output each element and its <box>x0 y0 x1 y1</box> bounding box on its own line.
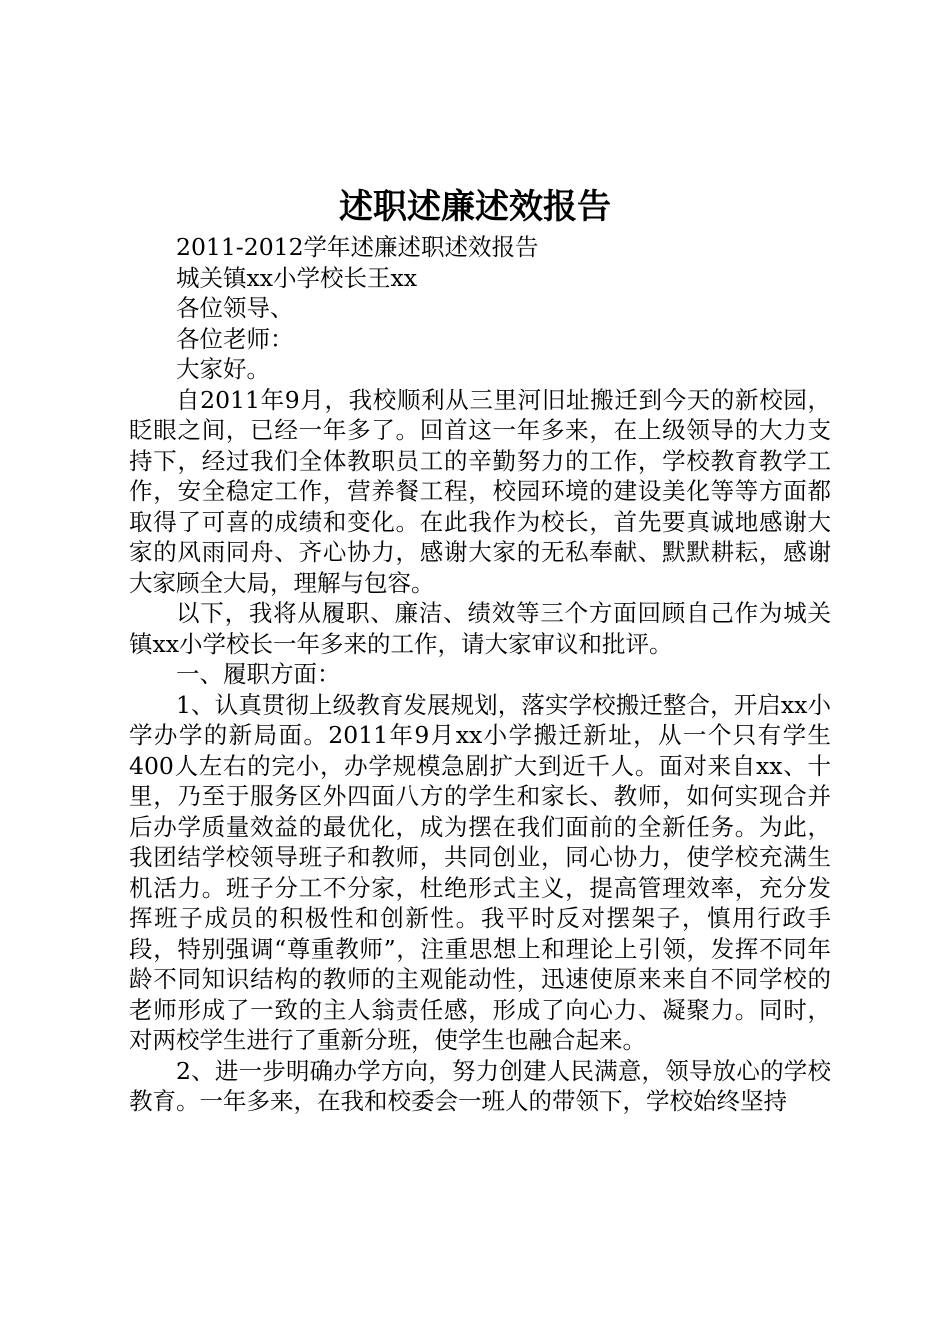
author-line: 城关镇xx小学校长王xx <box>176 263 418 292</box>
document-body <box>129 232 831 1117</box>
salutation-leaders: 各位领导、 <box>176 294 294 322</box>
paragraph-overview: 以下，我将从履职、廉洁、绩效等三个方面回顾自己作为城关镇xx小学校长一年多来的工作，请大家审议和批评。 <box>129 599 831 658</box>
greeting: 大家好。 <box>176 355 270 383</box>
paragraph-duty-1: 1、认真贯彻上级教育发展规划，落实学校搬迁整合，开启xx小学办学的新局面。2011年9月xx小学搬迁新址，从一个只有学生400人左右的完小，办学规模急剧扩大到近千人。面对来自xx、十里，乃至于服务区外四面八方的学生和家长、教师，如何实现合并后办学质量效益的最优化，成为摆在我们面前的全新任务。为此，我团结学校领导班子和教师，共同创业，同心协力，使学校充满生机活力。班子分工不分家，杜绝形式主义，提高管理效率，充分发挥班子成员的积极性和创新性。我平时反对摆架子，慎用行政手段，特别强调“尊重教师”，注重思想上和理论上引领，发挥不同年龄不同知识结构的教师的主观能动性，迅速使原来来自不同学校的老师形成了一致的主人翁责任感，形成了向心力、凝聚力。同时，对两校学生进行了重新分班，使学生也融合起来。 <box>129 690 831 1054</box>
document-title: 述职述廉述效报告 <box>339 187 611 227</box>
paragraph-duty-2: 2、进一步明确办学方向，努力创建人民满意，领导放心的学校教育。一年多来，在我和校委会一班人的带领下，学校始终坚持 <box>129 1056 831 1115</box>
paragraph-intro: 自2011年9月，我校顺利从三里河旧址搬迁到今天的新校园，眨眼之间，已经一年多了。回首这一年多来，在上级领导的大力支持下，经过我们全体教职员工的辛勤努力的工作，学校教育教学工作，安全稳定工作，营养餐工程，校园环境的建设美化等等方面都取得了可喜的成绩和变化。在此我作为校长，首先要真诚地感谢大家的风雨同舟、齐心协力，感谢大家的无私奉献、默默耕耘，感谢大家顾全大局，理解与包容。 <box>129 385 831 597</box>
salutation-teachers: 各位老师： <box>176 324 294 353</box>
section-heading-duty: 一、履职方面： <box>176 660 341 688</box>
subtitle-line: 2011-2012学年述廉述职述效报告 <box>176 233 539 261</box>
